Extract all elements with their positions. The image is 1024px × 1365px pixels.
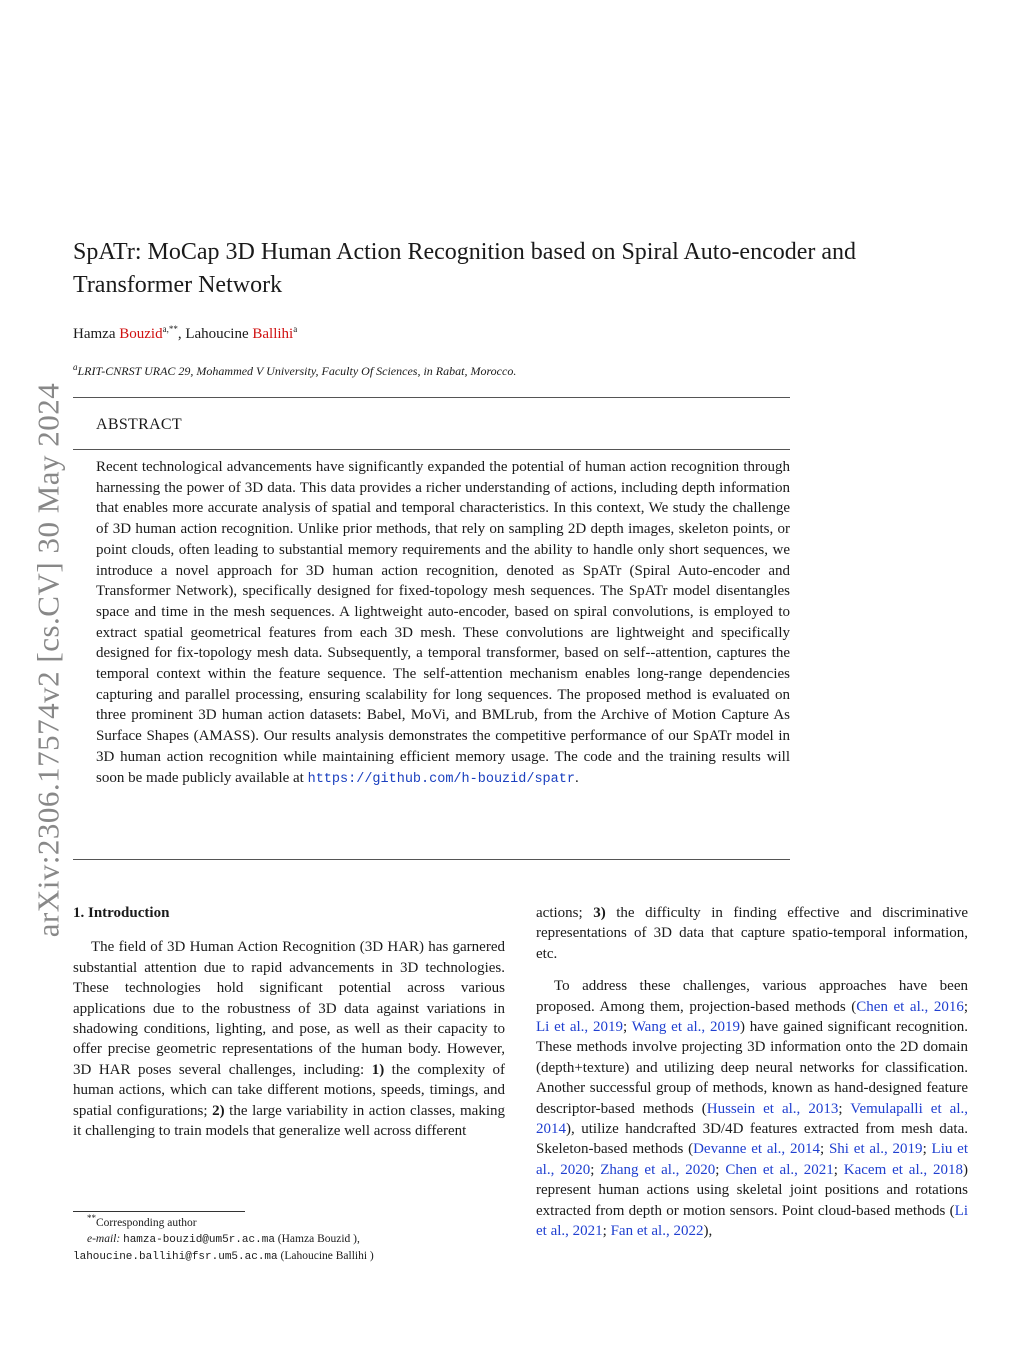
arxiv-identifier: arXiv:2306.17574v2 [cs.CV] 30 May 2024 xyxy=(30,382,65,938)
email-link-ballihi[interactable]: lahoucine.ballihi@fsr.um5.ac.ma xyxy=(73,1251,278,1263)
section-heading: 1. Introduction xyxy=(73,905,170,921)
author-list xyxy=(73,326,297,343)
abstract-end: . xyxy=(574,769,579,786)
divider-abstract xyxy=(73,449,790,450)
paper-title: SpATr: MoCap 3D Human Action Recognition based on Spiral Auto-encoder and Transformer Network xyxy=(73,239,857,298)
intro-text: the complexity of human actions, which can take different motions, speeds, timings, and spatial configurations; xyxy=(73,1061,505,1119)
intro-paragraph-1 xyxy=(73,937,505,1141)
intro-text: actions; xyxy=(536,905,594,921)
paragraph-text: ; xyxy=(715,1161,726,1178)
paragraph-text: ) represent human actions using skeletal joint positions and rotations extracted from depth or motion sensors. Point cloud-based methods ( xyxy=(536,1161,968,1219)
affiliation-text: LRIT-CNRST URAC 29, Mohammed V University, Faculty Of Sciences, in Rabat, Morocco. xyxy=(77,364,517,378)
paragraph-text: To address these challenges, various approaches have been proposed. Among them, projection-based methods ( xyxy=(536,978,968,1015)
divider-bottom xyxy=(73,859,790,860)
citation-link[interactable]: Chen et al., 2021 xyxy=(725,1161,834,1178)
citation-link[interactable]: Devanne et al., 2014 xyxy=(693,1141,820,1158)
divider-top xyxy=(73,397,790,398)
paragraph-text: ; xyxy=(622,1019,632,1036)
paragraph-text: ; xyxy=(922,1141,932,1158)
footnote-text: Corresponding author xyxy=(96,1217,197,1229)
enum-1: 1) xyxy=(371,1061,385,1078)
footnote-mark: ** xyxy=(87,1213,96,1224)
intro-paragraph-2 xyxy=(536,976,968,1241)
abstract-text: Recent technological advancements have significantly expanded the potential of human action recognition through harnessing the power of 3D data. This data provides a richer understanding of actions, including depth information that enables more accurate analysis of spatial and temporal characteristics. In this context, We study the challenge of 3D human action recognition. Unlike prior methods, that rely on sampling 2D depth images, skeleton points, or point clouds, often leading to substantial memory requirements and the ability to handle only short sequences, we introduce a novel approach for 3D human action recognition, denoted as SpATr (Spiral Auto-encoder and Transformer Network), specifically designed for fixed-topology mesh sequences. The SpATr model disentangles space and time in the mesh sequences. A lightweight auto-encoder, based on spiral convolutions, is employed to extract spatial geometrical features from each 3D mesh. These convolutions are lightweight and specifically designed for fix-topology mesh data. Subsequently, a temporal transformer, based on self--attention, captures the temporal context within the feature sequence. The self-attention mechanism enables long-range dependencies capturing and parallel processing, ensuring scalability for long sequences. The proposed method is evaluated on three prominent 3D human action datasets: Babel, MoVi, and BMLrub, from the Archive of Motion Capture As Surface Shapes (AMASS). Our results analysis demonstrates the competitive performance of our SpATr model in 3D human action recognition while maintaining efficient memory usage. The code and the training results will soon be made publicly available at xyxy=(96,459,790,786)
citation-link[interactable]: Kacem et al., 2018 xyxy=(843,1161,963,1178)
citation-link[interactable]: Li et al., 2021 xyxy=(536,1202,968,1240)
citation-link[interactable]: Li et al., 2019 xyxy=(536,1019,623,1036)
citation-link[interactable]: Fan et al., 2022 xyxy=(610,1223,704,1240)
affiliation-mark: a xyxy=(73,362,78,372)
enum-3: 3) xyxy=(593,905,606,921)
footnotes xyxy=(73,1215,513,1265)
paragraph-text: ; xyxy=(602,1223,611,1240)
citation-link[interactable]: Liu et al., 2020 xyxy=(536,1141,969,1178)
paragraph-text: ; xyxy=(838,1100,851,1117)
citation-link[interactable]: Shi et al., 2019 xyxy=(828,1141,923,1158)
arxiv-sidebar xyxy=(22,350,74,970)
paragraph-text: ; xyxy=(963,998,968,1015)
author-sep: , Lahoucine xyxy=(177,326,253,342)
paragraph-text: ; xyxy=(833,1161,844,1178)
affiliation xyxy=(73,364,516,379)
footnote-rule xyxy=(73,1211,245,1212)
citation-link[interactable]: Zhang et al., 2020 xyxy=(600,1161,716,1178)
column-right xyxy=(536,903,968,1242)
author-marks-2: a xyxy=(293,324,298,334)
email-owner: (Lahoucine Ballihi ) xyxy=(277,1250,374,1262)
author-marks: a,** xyxy=(162,324,178,334)
citation-link[interactable]: Chen et al., 2016 xyxy=(856,998,964,1015)
email-label: e-mail: xyxy=(87,1233,121,1245)
author-link-bouzid[interactable]: Bouzid xyxy=(119,326,163,342)
email-link-bouzid[interactable]: hamza-bouzid@um5r.ac.ma xyxy=(123,1234,275,1246)
paragraph-text: ; xyxy=(819,1141,829,1158)
footnote-email-1 xyxy=(73,1231,513,1248)
paragraph-text: ; xyxy=(590,1161,601,1178)
author-link-ballihi[interactable]: Ballihi xyxy=(252,326,294,342)
code-url-link[interactable]: https://github.com/h-bouzid/spatr xyxy=(307,771,575,787)
citation-link[interactable]: Hussein et al., 2013 xyxy=(706,1100,839,1117)
paragraph-text: ) have gained significant recognition. These methods involve projecting 3D information onto the 2D domain (depth+texture) and utilizing deep neural networks for classification. Another successful group of methods, known as hand-designed feature descriptor-based methods ( xyxy=(536,1019,968,1117)
enum-2: 2) xyxy=(212,1102,225,1119)
column-left xyxy=(73,903,505,1141)
intro-text: The field of 3D Human Action Recognition (3D HAR) has garnered substantial attention due to rapid advancements in 3D technologies. These technologies hold significant potential across various applications due to the robustness of 3D data against variations in shadowing conditions, lighting, and pose, as well as their capacity to offer precise geometric representations of the human body. However, 3D HAR poses several challenges, including: xyxy=(73,939,505,1078)
intro-text: the large variability in action classes, making it challenging to train models that generalize well across different xyxy=(73,1102,505,1140)
intro-text: the difficulty in finding effective and discriminative representations of 3D data that capture spatio-temporal information, etc. xyxy=(536,905,968,962)
paragraph-text: ), utilize handcrafted 3D/4D features extracted from mesh data. Skeleton-based methods ( xyxy=(536,1121,968,1158)
abstract-heading: ABSTRACT xyxy=(96,416,182,433)
paragraph-text: ), xyxy=(703,1223,713,1240)
intro-paragraph-1-cont xyxy=(536,903,968,964)
footnote-corresponding xyxy=(73,1215,513,1231)
author-first-given: Hamza xyxy=(73,326,120,342)
citation-link[interactable]: Vemulapalli et al., 2014 xyxy=(536,1100,968,1138)
email-owner: (Hamza Bouzid ), xyxy=(274,1233,360,1245)
abstract-body xyxy=(96,457,790,790)
citation-link[interactable]: Wang et al., 2019 xyxy=(631,1019,740,1036)
footnote-email-2 xyxy=(73,1248,513,1265)
